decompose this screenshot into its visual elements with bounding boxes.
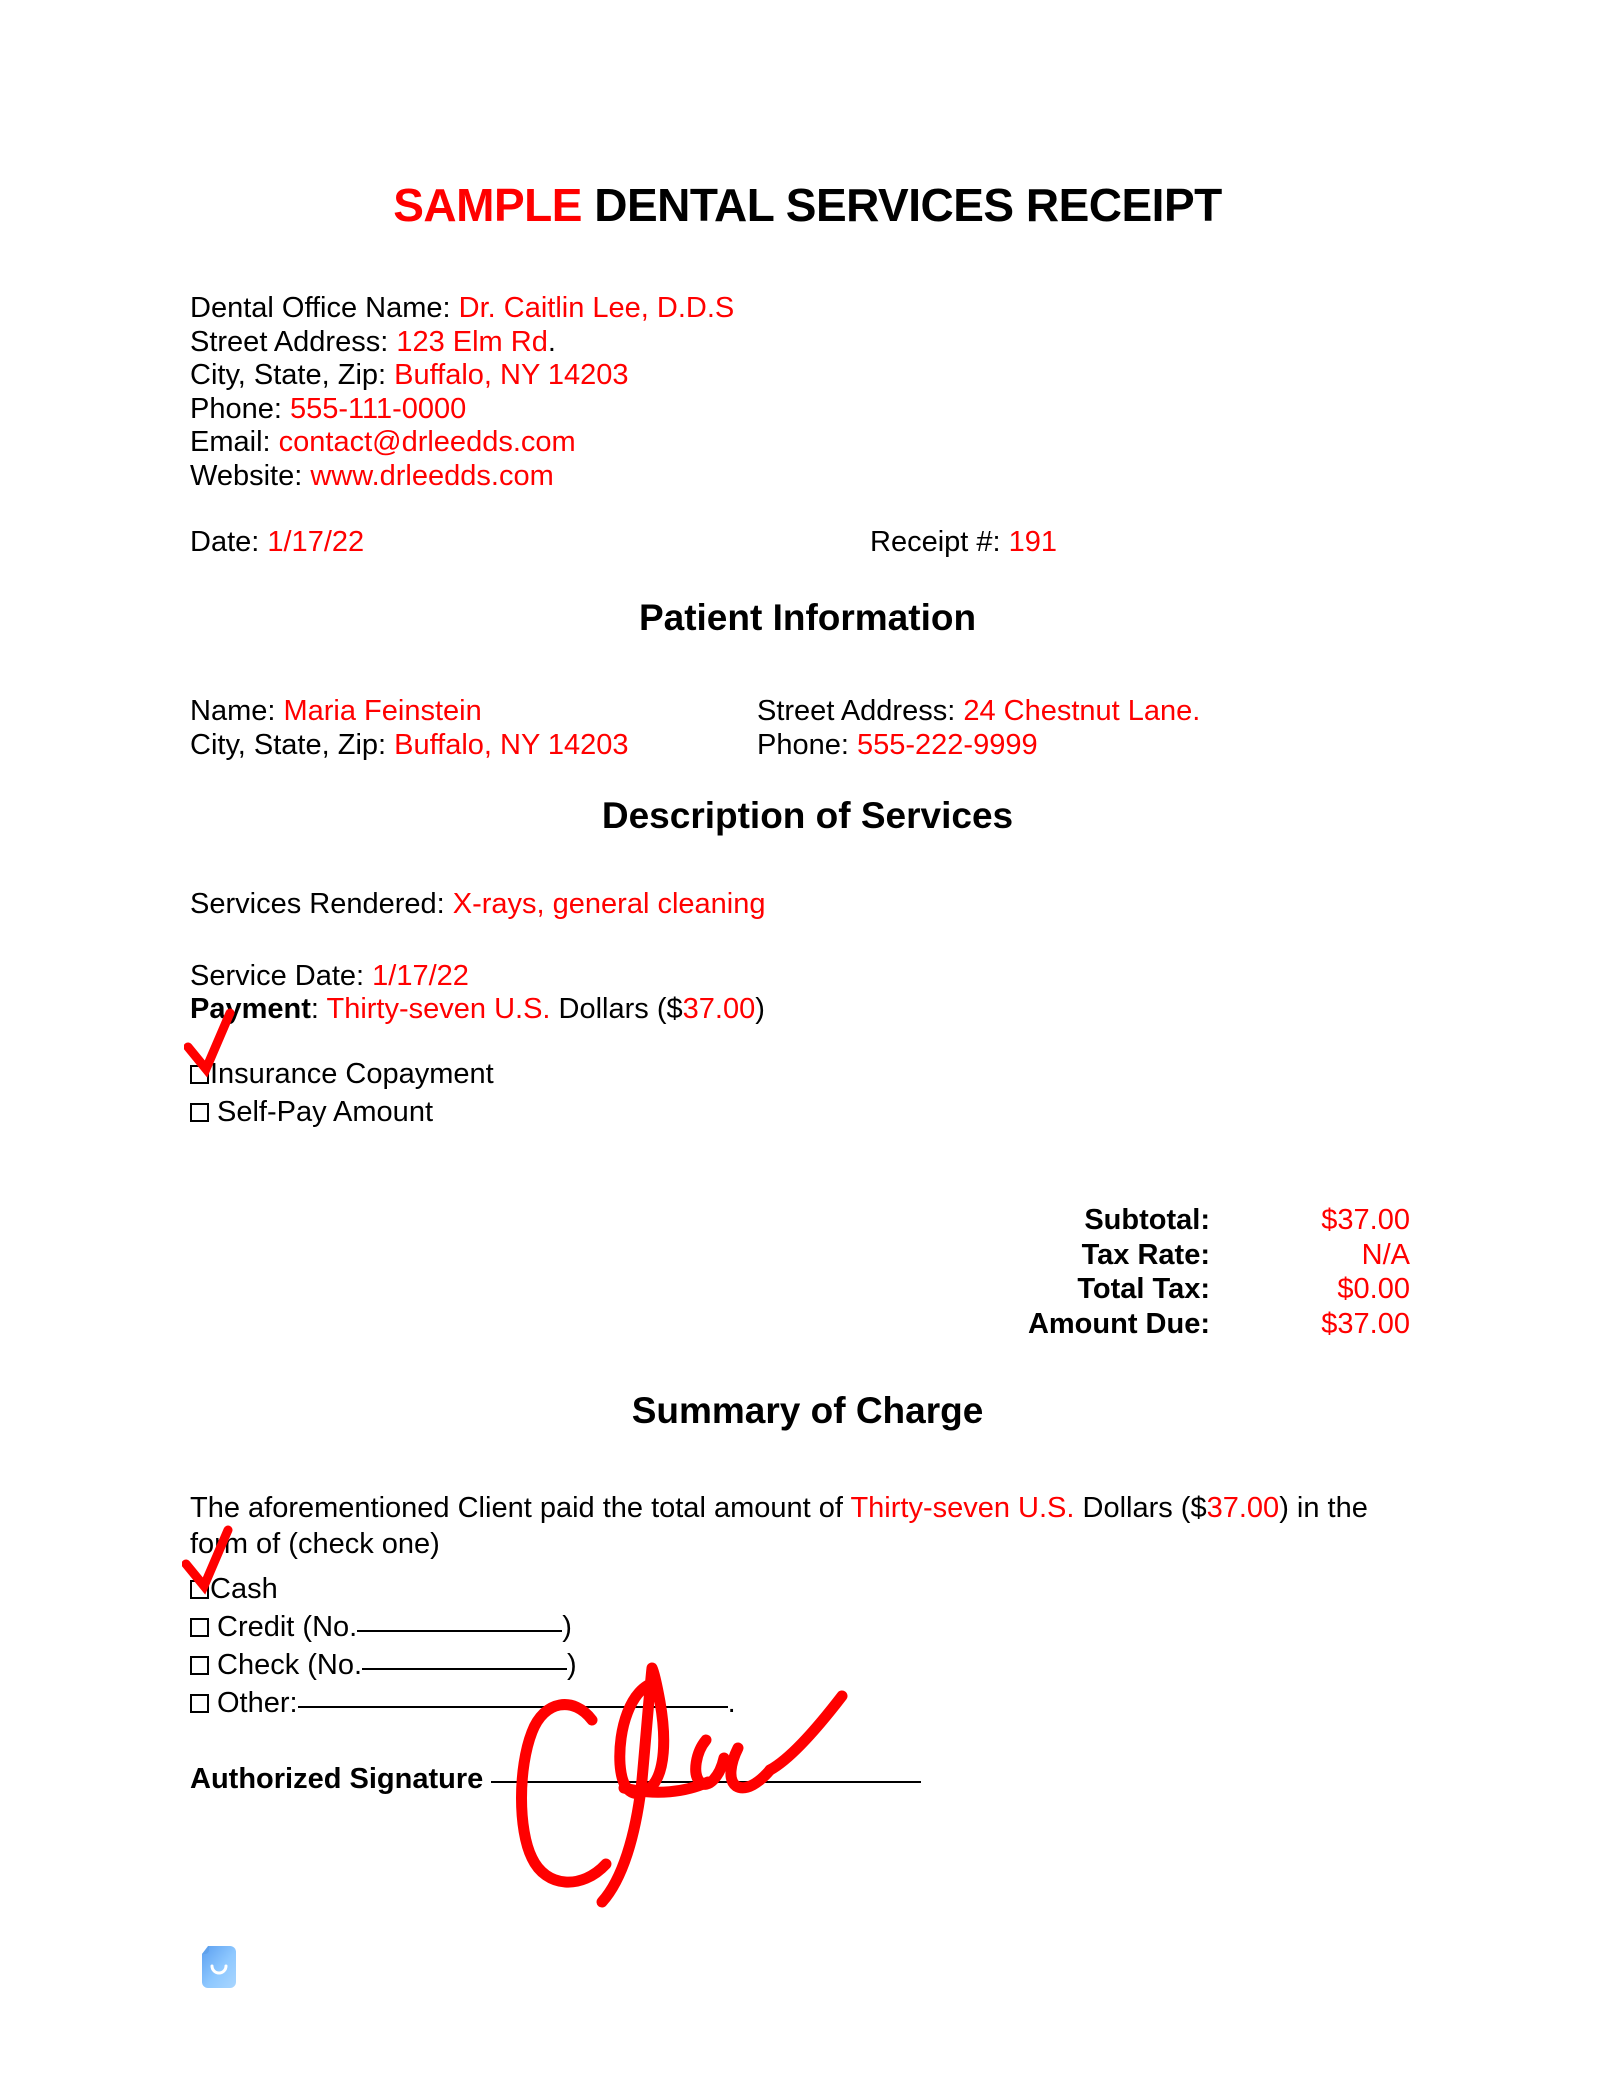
office-website-label: Website: — [190, 459, 311, 492]
office-email-label: Email: — [190, 426, 279, 458]
office-city-value: Buffalo, NY 14203 — [394, 359, 629, 391]
signature-label: Authorized Signature — [190, 1763, 484, 1795]
date-cell — [190, 525, 870, 559]
totals-label-amount-due: Amount Due: — [1027, 1307, 1210, 1340]
payment-type-checkbox-group — [190, 1055, 494, 1131]
services-rendered-value: X-rays, general cleaning — [452, 888, 766, 920]
receipt-label: Receipt #: — [870, 526, 1009, 558]
office-city-label: City, State, Zip: — [190, 359, 395, 391]
patient-row-1 — [190, 694, 1430, 728]
summary-part2: Dollars ($ — [1074, 1492, 1207, 1524]
checkbox-row-check[interactable] — [190, 1646, 736, 1684]
services-rendered-row — [190, 888, 765, 921]
totals-label-tax-rate-text: Tax Rate — [1081, 1238, 1201, 1271]
totals-row-amount-due — [1010, 1307, 1430, 1342]
summary-amount-words: Thirty-seven U.S. — [850, 1492, 1075, 1524]
patient-street-label: Street Address: — [757, 695, 964, 727]
payment-colon: : — [310, 993, 327, 1025]
totals-value-tax-rate: N/A — [1361, 1238, 1410, 1271]
checkbox-credit[interactable] — [190, 1618, 209, 1637]
dental-office-info — [190, 292, 734, 493]
patient-city-value: Buffalo, NY 14203 — [394, 729, 629, 761]
office-street-label: Street Address: — [190, 325, 397, 358]
patient-city-cell — [190, 728, 757, 762]
patient-row-2 — [190, 728, 1430, 762]
other-input-line[interactable] — [298, 1706, 728, 1708]
checkbox-cash[interactable] — [190, 1580, 209, 1599]
service-date-row — [190, 960, 469, 993]
page-title — [0, 178, 1615, 232]
totals-value-subtotal: $37.00 — [1321, 1204, 1410, 1236]
checkbox-row-cash[interactable] — [190, 1570, 736, 1608]
office-phone-row — [190, 393, 734, 427]
checkbox-label-other: Other: — [217, 1687, 298, 1719]
totals-value-amount-due: $37.00 — [1321, 1307, 1410, 1340]
payment-end: ) — [755, 993, 765, 1025]
payment-words: Thirty-seven U.S. — [326, 993, 551, 1025]
checkbox-self-pay-amount[interactable] — [190, 1103, 209, 1122]
date-label: Date: — [190, 526, 268, 558]
patient-phone-label: Phone: — [757, 729, 857, 761]
checkbox-row-other[interactable] — [190, 1684, 736, 1722]
payment-label: Payment — [190, 993, 311, 1025]
totals-row-subtotal — [1010, 1203, 1430, 1238]
check-suffix: ) — [567, 1649, 577, 1681]
checkbox-row-self-pay-amount[interactable] — [190, 1093, 494, 1131]
checkbox-label-credit: Credit (No. — [217, 1611, 358, 1643]
date-value: 1/17/22 — [267, 526, 365, 558]
office-street-value: 123 Elm Rd — [396, 325, 548, 358]
patient-street-value: 24 Chestnut Lane. — [963, 695, 1201, 727]
other-suffix: . — [727, 1687, 736, 1719]
checkbox-other[interactable] — [190, 1694, 209, 1713]
totals-table — [1010, 1203, 1430, 1341]
office-phone-value: 555-111-0000 — [289, 392, 467, 425]
checkbox-label-insurance-copayment: Insurance Copayment — [210, 1058, 494, 1090]
payment-method-checkbox-group — [190, 1570, 736, 1722]
patient-info — [190, 694, 1430, 762]
patient-name-label: Name: — [190, 695, 284, 727]
checkbox-label-check: Check (No. — [217, 1649, 363, 1681]
summary-part3: ) in the form of (check one) — [190, 1492, 1368, 1560]
document-smile-icon — [198, 1944, 240, 1990]
date-receipt-row — [190, 525, 1430, 559]
office-name-label: Dental Office Name: — [190, 292, 459, 324]
office-city-row — [190, 359, 734, 393]
receipt-value: 191 — [1008, 526, 1058, 558]
totals-label-amount-due-text: Amount Due — [1027, 1307, 1201, 1340]
checkbox-check[interactable] — [190, 1656, 209, 1675]
signature-row — [190, 1763, 921, 1796]
title-sample-word: SAMPLE — [393, 179, 582, 231]
title-rest: DENTAL SERVICES RECEIPT — [581, 179, 1222, 231]
totals-value-total-tax: $0.00 — [1337, 1273, 1410, 1305]
checkbox-row-credit[interactable] — [190, 1608, 736, 1646]
payment-amount: 37.00 — [682, 993, 756, 1025]
office-name-value: Dr. Caitlin Lee, D.D.S — [458, 292, 735, 324]
summary-paragraph — [190, 1490, 1380, 1562]
totals-label-total-tax-text: Total Tax — [1077, 1273, 1201, 1305]
totals-row-total-tax — [1010, 1272, 1430, 1307]
patient-name-cell — [190, 694, 757, 728]
patient-name-value: Maria Feinstein — [283, 695, 482, 727]
summary-amount-number: 37.00 — [1206, 1492, 1280, 1524]
office-website-row — [190, 460, 734, 494]
payment-amount-row — [190, 993, 765, 1026]
office-street-suffix: . — [547, 325, 556, 358]
section-heading-services: Description of Services — [601, 795, 1014, 836]
services-rendered-label: Services Rendered: — [190, 888, 453, 920]
payment-mid: Dollars ($ — [550, 993, 683, 1025]
patient-phone-cell — [757, 728, 1038, 762]
totals-label-total-tax: Total Tax: — [1077, 1273, 1210, 1305]
office-phone-label: Phone: — [190, 392, 290, 425]
checkbox-row-insurance-copayment[interactable] — [190, 1055, 494, 1093]
totals-row-tax-rate — [1010, 1238, 1430, 1273]
totals-label-tax-rate: Tax Rate: — [1081, 1238, 1210, 1271]
checkbox-insurance-copayment[interactable] — [190, 1065, 209, 1084]
service-date-label: Service Date: — [190, 960, 373, 992]
patient-phone-value: 555-222-9999 — [856, 729, 1038, 761]
service-date-value: 1/17/22 — [372, 960, 469, 992]
summary-part1: The aforementioned Client paid the total amount of — [190, 1492, 851, 1524]
section-heading-patient: Patient Information — [638, 597, 977, 638]
check-number-input-line[interactable] — [362, 1668, 567, 1670]
office-website-value: www.drleedds.com — [310, 459, 554, 492]
signature-input-line[interactable] — [491, 1781, 921, 1783]
section-heading-summary: Summary of Charge — [631, 1390, 984, 1431]
credit-suffix: ) — [562, 1611, 572, 1643]
office-street-row — [190, 326, 734, 360]
office-email-row — [190, 426, 734, 460]
patient-city-label: City, State, Zip: — [190, 729, 395, 761]
checkbox-label-self-pay-amount: Self-Pay Amount — [217, 1096, 433, 1128]
totals-label-subtotal: Subtotal: — [1084, 1204, 1210, 1236]
totals-label-subtotal-text: Subtotal — [1084, 1204, 1201, 1236]
checkbox-label-cash: Cash — [210, 1573, 278, 1605]
credit-number-input-line[interactable] — [357, 1630, 562, 1632]
patient-street-cell — [757, 694, 1200, 728]
office-email-value: contact@drleedds.com — [278, 426, 576, 458]
receipt-cell — [870, 526, 1057, 558]
office-name-row — [190, 292, 734, 326]
